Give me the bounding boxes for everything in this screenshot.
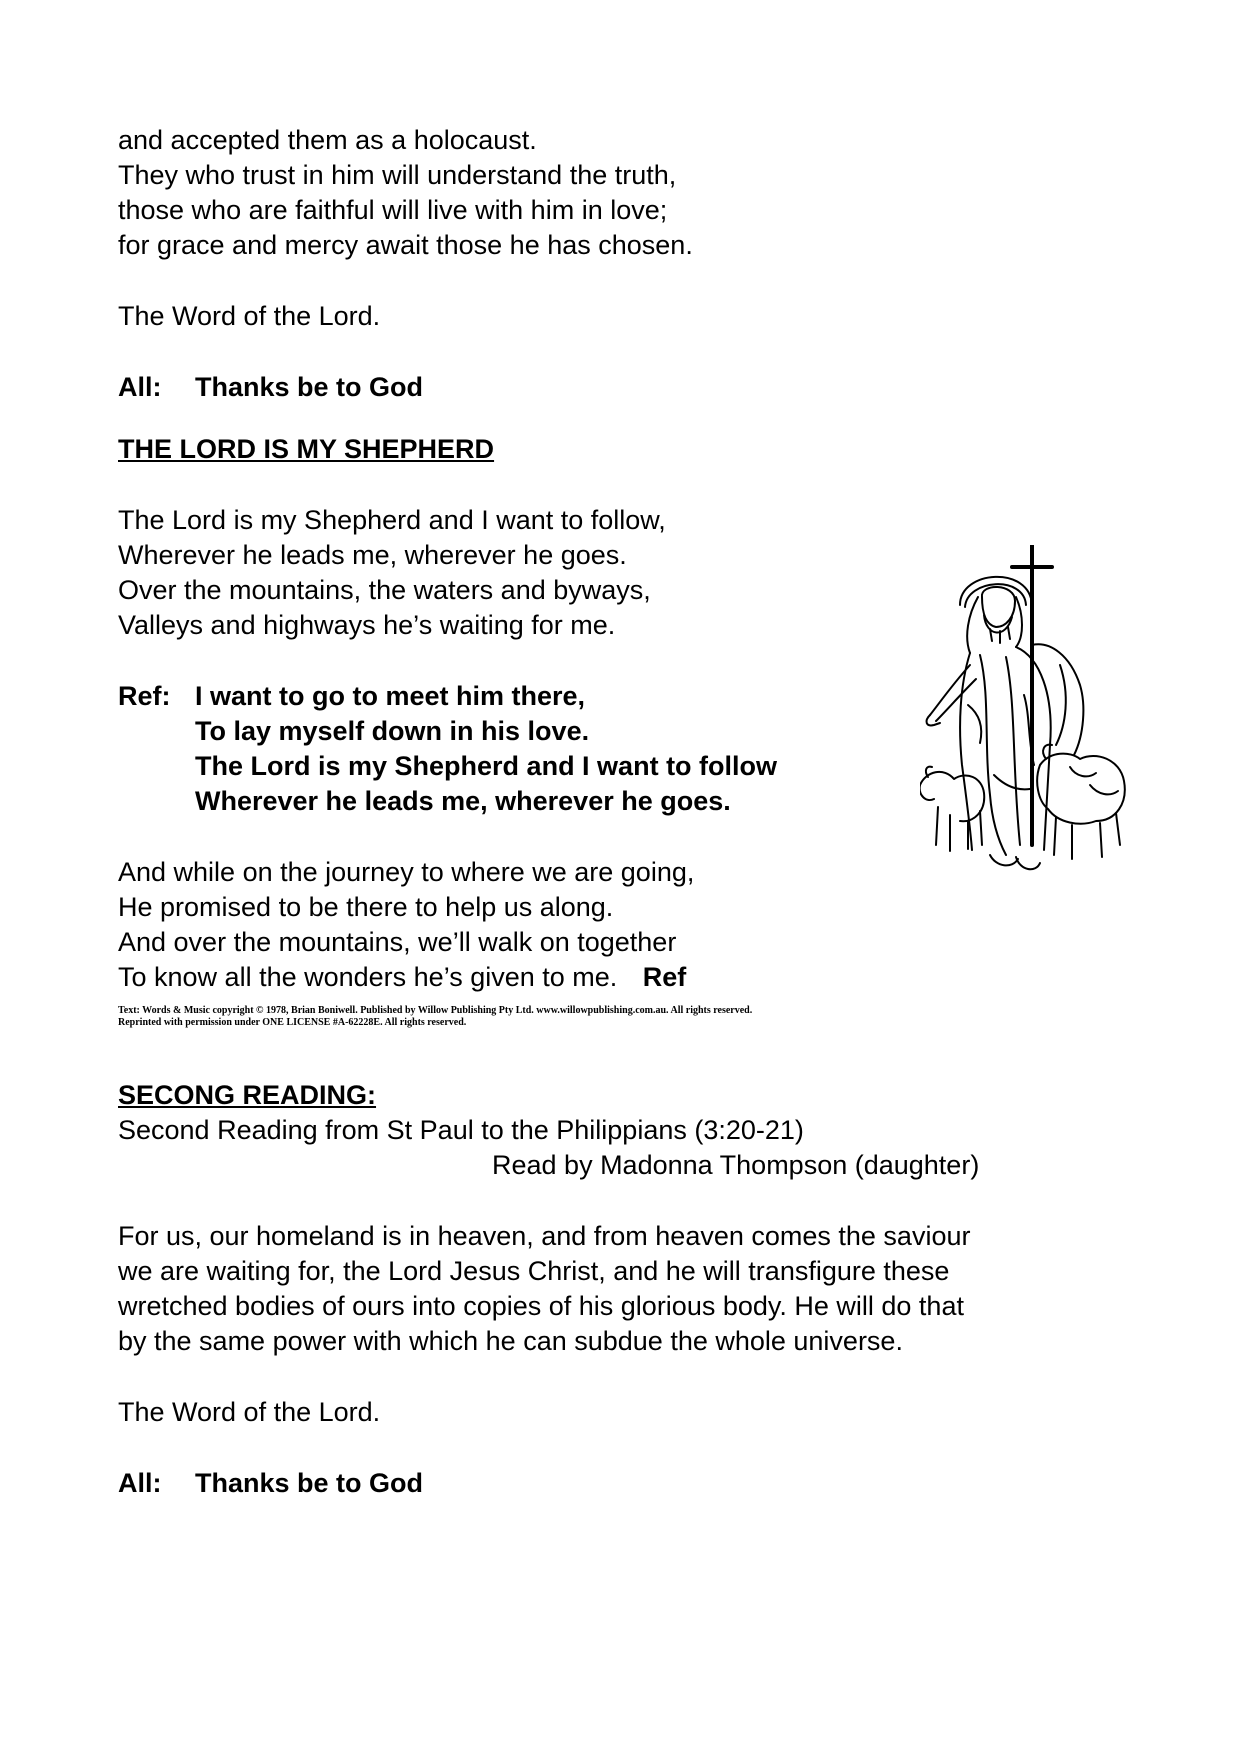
reading1-line: They who trust in him will understand the truth, <box>118 160 677 190</box>
reading2-source: Second Reading from St Paul to the Philippians (3:20-21) <box>118 1115 804 1145</box>
refrain-text: I want to go to meet him there, <box>195 681 586 711</box>
reading2-heading: SECONG READING: <box>118 1080 377 1110</box>
response-thanks <box>118 369 423 405</box>
reading1-line: those who are faithful will live with him in love; <box>118 195 668 225</box>
word-of-the-lord: The Word of the Lord. <box>118 301 381 331</box>
response-label: All: <box>118 372 162 402</box>
verse-line: Valleys and highways he’s waiting for me. <box>118 610 616 640</box>
refrain-label: Ref: <box>118 681 171 711</box>
good-shepherd-illustration <box>920 545 1130 880</box>
verse-line: Wherever he leads me, wherever he goes. <box>118 540 627 570</box>
ref-marker: Ref <box>642 962 687 992</box>
refrain-line <box>118 678 585 714</box>
response-label: All: <box>118 1468 162 1498</box>
reading2-body-line: wretched bodies of ours into copies of his glorious body. He will do that <box>118 1291 964 1321</box>
copyright-line: Text: Words & Music copyright © 1978, Brian Boniwell. Published by Willow Publishing Pty Ltd. www.willowpublishing.com.au. All rights reserved. <box>118 1005 753 1016</box>
reading1-line: and accepted them as a holocaust. <box>118 125 537 155</box>
verse-line-with-ref <box>118 959 686 995</box>
hymn-title: THE LORD IS MY SHEPHERD <box>118 434 495 464</box>
reading2-body-line: For us, our homeland is in heaven, and from heaven comes the saviour <box>118 1221 971 1251</box>
response-text: Thanks be to God <box>195 1468 424 1498</box>
refrain-line: Wherever he leads me, wherever he goes. <box>195 786 731 816</box>
verse-line: Over the mountains, the waters and byways, <box>118 575 651 605</box>
refrain-line: The Lord is my Shepherd and I want to follow <box>195 751 778 781</box>
reading2-body-line: by the same power with which he can subdue the whole universe. <box>118 1326 903 1356</box>
reading1-line: for grace and mercy await those he has chosen. <box>118 230 693 260</box>
verse-line: And over the mountains, we’ll walk on together <box>118 927 677 957</box>
reading2-body-line: we are waiting for, the Lord Jesus Christ, and he will transfigure these <box>118 1256 950 1286</box>
reading2-reader: Read by Madonna Thompson (daughter) <box>492 1150 980 1180</box>
word-of-the-lord: The Word of the Lord. <box>118 1397 381 1427</box>
copyright-line: Reprinted with permission under ONE LICENSE #A-62228E. All rights reserved. <box>118 1017 467 1028</box>
verse-line: He promised to be there to help us along. <box>118 892 614 922</box>
verse-line: The Lord is my Shepherd and I want to follow, <box>118 505 666 535</box>
verse-line: And while on the journey to where we are going, <box>118 857 695 887</box>
response-thanks <box>118 1465 423 1501</box>
refrain-line: To lay myself down in his love. <box>195 716 590 746</box>
response-text: Thanks be to God <box>195 372 424 402</box>
verse-text: To know all the wonders he’s given to me. <box>118 962 618 992</box>
